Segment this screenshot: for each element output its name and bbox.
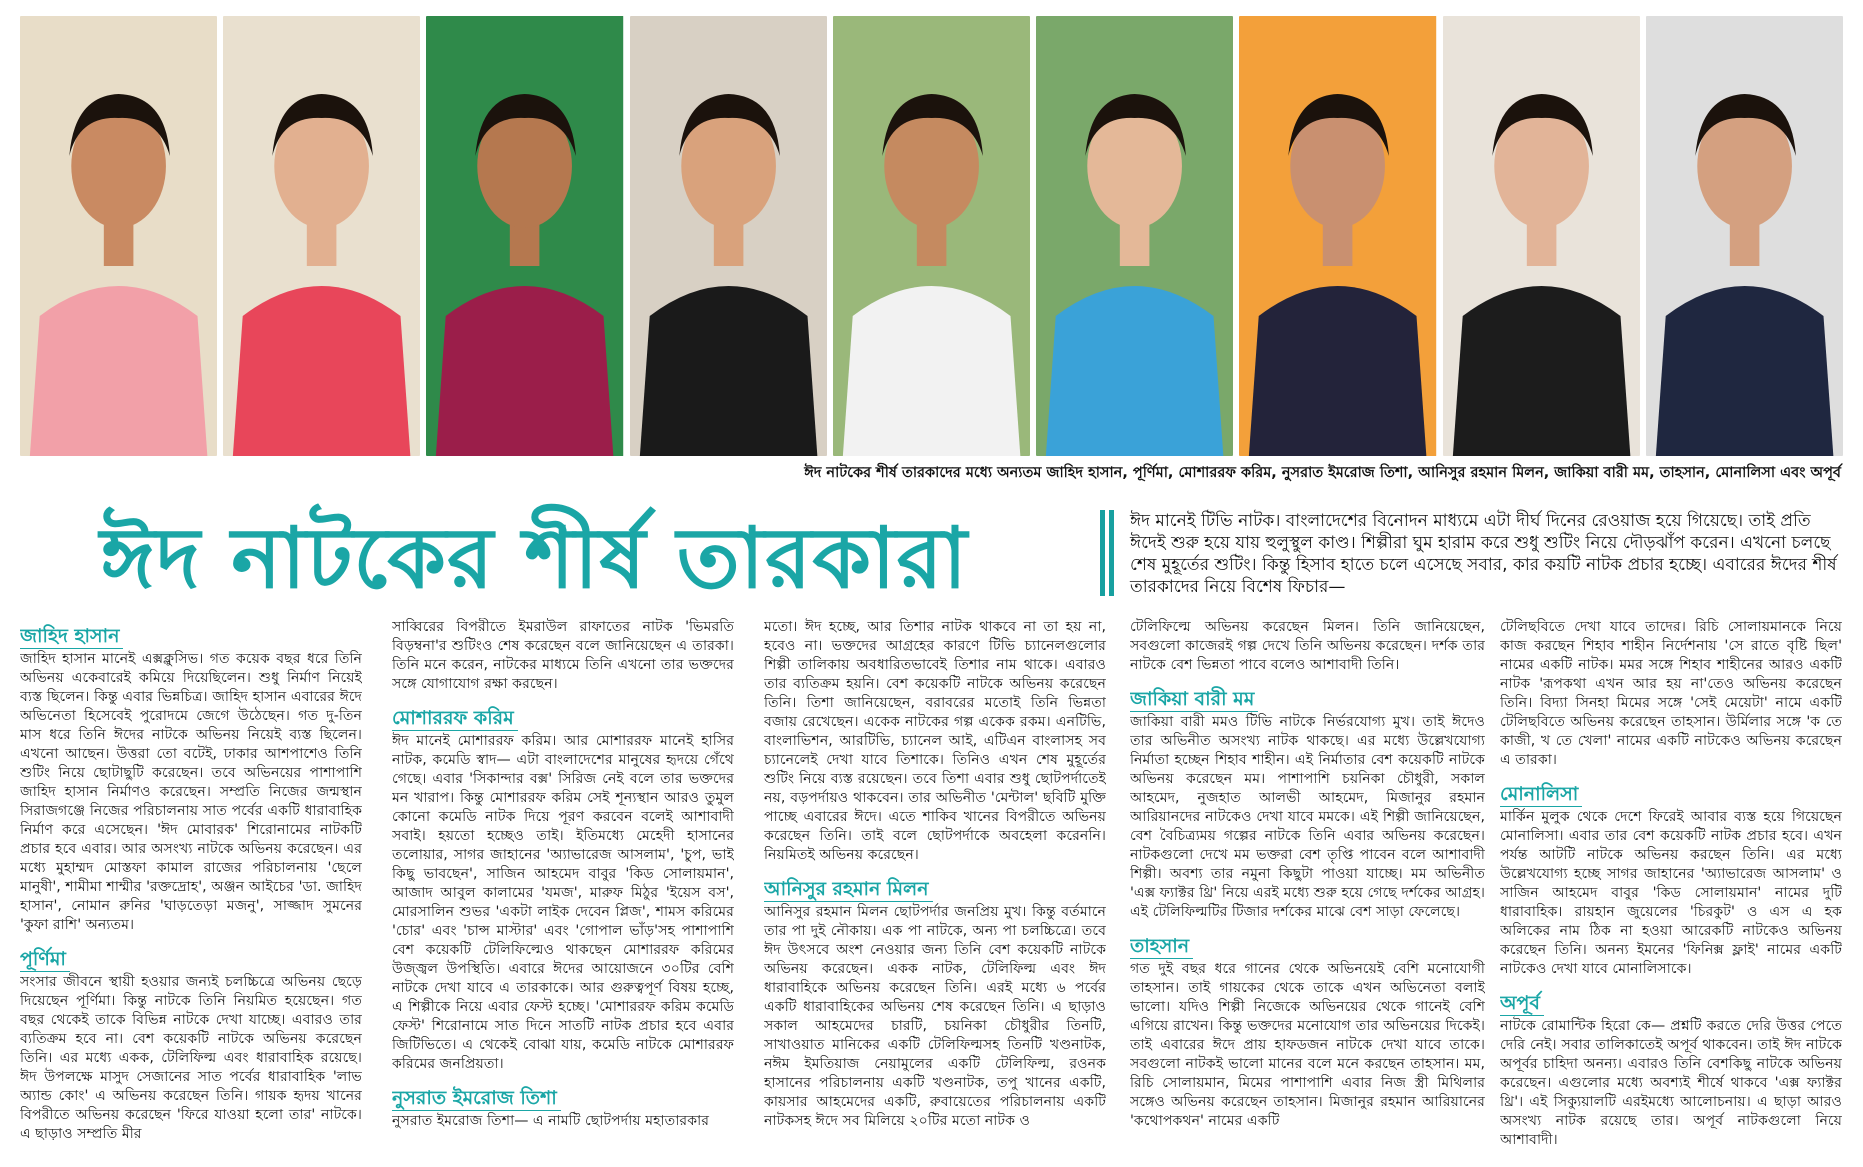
section-body: আনিসুর রহমান মিলন ছোটপর্দার জনপ্রিয় মুখ। কিন্তু বর্তমানে তার পা দুই নৌকায়। এক পা নাটকে, অন্য পা চলচ্চিত্রে। তবে ঈদ উৎসবে অংশ নেওয়ার জন্য তিনি বেশ কয়েকটি নাটকে অভিনয় করেছেন। একক নাটক, টেলিফিল্ম এবং ঈদ ধারাবাহিকে অভিনয় করেছেন তিনি। এরই মধ্যে ৬ পর্বের একটি ধারাবাহিকের অভিনয় শেষ করেছেন তিনি। এ ছাড়াও সকাল আহমেদের চারটি, চয়নিকা চৌধুরীর তিনটি, সাখাওয়াত মানিকের একটি টেলিফিল্মসহ তিনটি খণ্ডনাটক, নঈম ইমতিয়াজ নেয়ামুলের একটি টেলিফিল্ম, রওনক হাসানের পরিচালনায় একটি খণ্ডনাটক, তপু খানের একটি, কায়সার আহমেদের একটি, রুবায়েতের পরিচালনায় একটি নাটকসহ ঈদে সব মিলিয়ে ২০টির মতো নাটক ও	[764, 904, 1106, 1129]
intro-divider	[1100, 510, 1114, 596]
section-body: টেলিছবিতে দেখা যাবে তাদের। রিচি সোলায়মানকে নিয়ে কাজ করছেন শিহাব শাহীন নির্দেশনায় 'সে রাতে বৃষ্টি ছিল' নামের একটি নাটক। মমর সঙ্গে শিহাব শাহীনের আরও একটি নাটক 'রূপকথা এখন আর হয় না'তেও অভিনয় করেছেন তিনি। বিদ্যা সিনহা মিমের সঙ্গে 'সেই মেয়েটা' নামে একটি টেলিছবিতে অভিনয় করেছেন তাহসান। উর্মিলার সঙ্গে 'ক তে কাজী, খ তে খেলা' নামের একটি নাটকেও অভিনয় করেছেন এ তারকা।	[1500, 619, 1842, 768]
portrait-graphic	[833, 16, 1030, 456]
mosharraf-karim-photo	[426, 16, 623, 456]
section-title-tahsan: তাহসান	[1130, 934, 1193, 959]
headline: ঈদ নাটকের শীর্ষ তারকারা	[100, 509, 969, 607]
section-title-purnima: পূর্ণিমা	[20, 947, 70, 972]
apurba-photo	[1646, 16, 1843, 456]
section-body: সংসার জীবনে স্থায়ী হওয়ার জন্যই চলচ্চিত্রে অভিনয় ছেড়ে দিয়েছেন পূর্ণিমা। কিন্তু নাটকে তিনি নিয়মিত হয়েছেন। গত বছর থেকেই তাকে বিভিন্ন নাটকে দেখা যাচ্ছে। এবারও তার ব্যতিক্রম হবে না। বেশ কয়েকটি নাটকে অভিনয় করেছেন তিনি। এর মধ্যে একক, টেলিফিল্ম এবং ধারাবাহিক রয়েছে। ঈদ উপলক্ষে মাসুদ সেজানের সাত পর্বের ধারাবাহিক 'লাভ অ্যান্ড কোং' এ অভিনয় করেছেন তিনি। গায়ক হৃদয় খানের বিপরীতে অভিনয় করেছেন 'ফিরে যাওয়া হলো তার' নাটকে। এ ছাড়াও সম্প্রতি মীর	[20, 974, 362, 1142]
section-body: গত দুই বছর ধরে গানের থেকে অভিনয়েই বেশি মনোযোগী তাহসান। তাই গায়কের থেকে তাকে এখন অভিনেতা বলাই ভালো। যদিও শিল্পী নিজেকে অভিনয়ের থেকে গানেই বেশি এগিয়ে রাখেন। কিন্তু ভক্তদের মনোযোগ তার অভিনয়ের দিকেই। তাই এবারের ঈদে প্রায় হাফডজন নাটকে দেখা যাবে তাকে। সবগুলো নাটকই ভালো মানের বলে মনে করছেন তাহসান। মম, রিচি সোলায়মান, মিমের পাশাপাশি এবার নিজ স্ত্রী মিথিলার সঙ্গেও অভিনয় করেছেন তাহসান। মিজানুর রহমান আরিয়ানের 'কথোপকথন' নামের একটি	[1130, 961, 1485, 1129]
column-4	[1130, 618, 1485, 1163]
section-body: মতো। ঈদ হচ্ছে, আর তিশার নাটক থাকবে না তা হয় না, হবেও না। ভক্তদের আগ্রহের কারণে টিভি চ্যানেলগুলোর শিল্পী তালিকায় অবধারিতভাবেই তিশার নাম থাকে। এবারও তার ব্যতিক্রম হয়নি। বেশ কয়েকটি নাটকে অভিনয় করেছেন তিনি। তিশা জানিয়েছেন, বরাবরের মতোই তিনি ভিন্নতা বজায় রেখেছেন। একেক নাটকের গল্প একেক রকম। এনটিভি, বাংলাভিশন, আরটিভি, চ্যানেল আই, এটিএন বাংলাসহ সব চ্যানেলেই দেখা যাবে তিশাকে। তিনিও এখন শেষ মুহূর্তের শুটিং নিয়ে ব্যস্ত রয়েছেন। তবে তিশা এবার শুধু ছোটপর্দাতেই নয়, বড়পর্দায়ও থাকবেন। তার অভিনীত 'মেন্টাল' ছবিটি মুক্তি পাচ্ছে এবারের ঈদে। এতে শাকিব খানের বিপরীতে অভিনয় করেছেন তিনি। তাই বলে ছোটপর্দাকে অবহেলা করেননি। নিয়মিতই অভিনয় করেছেন।	[764, 619, 1106, 863]
portrait-graphic	[223, 16, 420, 456]
jahid-hasan-photo	[20, 16, 217, 456]
portrait-graphic	[1239, 16, 1436, 456]
anisur-rahman-milon-photo	[833, 16, 1030, 456]
portrait-graphic	[1036, 16, 1233, 456]
section-title-anisur-rahman-milon: আনিসুর রহমান মিলন	[764, 877, 933, 902]
jakia-bari-mom-photo	[1036, 16, 1233, 456]
section-title-nusrat-imroz-tisha: নুসরাত ইমরোজ তিশা	[392, 1086, 561, 1111]
section-body: সাব্বিরের বিপরীতে ইমরাউল রাফাতের নাটক 'ভিমরতি বিড়ম্বনা'র শুটিংও শেষ করেছেন বলে জানিয়েছেন এ তারকা। তিনি মনে করেন, নাটকের মাধ্যমে তিনি এখনো তার ভক্তদের সঙ্গে যোগাযোগ রক্ষা করছেন।	[392, 619, 734, 692]
section-title-mosharraf-karim: মোশাররফ করিম	[392, 706, 518, 731]
portrait-graphic	[1646, 16, 1843, 456]
purnima-photo	[223, 16, 420, 456]
photo-strip	[20, 16, 1843, 456]
section-title-jahid-hasan: জাহিদ হাসান	[20, 624, 123, 649]
portrait-graphic	[1443, 16, 1640, 456]
column-5	[1500, 618, 1842, 1163]
portrait-graphic	[426, 16, 623, 456]
section-body: টেলিফিল্মে অভিনয় করেছেন মিলন। তিনি জানিয়েছেন, সবগুলো কাজেরই গল্প দেখে তিনি অভিনয় করেছেন। দর্শক তার নাটকে বেশ ভিন্নতা পাবে বলেও আশাবাদী তিনি।	[1130, 619, 1485, 673]
portrait-graphic	[630, 16, 827, 456]
section-title-monalisa: মোনালিসা	[1500, 782, 1582, 807]
monalisa-photo	[1443, 16, 1640, 456]
column-3	[764, 618, 1106, 1163]
column-2	[392, 618, 734, 1163]
nusrat-imroz-tisha-photo	[630, 16, 827, 456]
section-body: জাকিয়া বারী মমও টিভি নাটকে নির্ভরযোগ্য মুখ। তাই ঈদেও তার অভিনীত অসংখ্য নাটক থাকছে। এর মধ্যে উল্লেখযোগ্য নির্মাতা হচ্ছেন শিহাব শাহীন। এই নির্মাতার বেশ কয়েকটি নাটকে অভিনয় করেছেন মম। পাশাপাশি চয়নিকা চৌধুরী, সকাল আহমেদ, নুজহাত আলভী আহমেদ, মিজানুর রহমান আরিয়ানদের নাটকেও দেখা যাবে মমকে। এই শিল্পী জানিয়েছেন, বেশ বৈচিত্র্যময় গল্পের নাটকে তিনি এবার অভিনয় করেছেন। নাটকগুলো দেখে মম ভক্তরা বেশ তৃপ্তি পাবেন বলে আশাবাদী শিল্পী। অবশ্য তার নমুনা কিছুটা পাওয়া যাচ্ছে। মম অভিনীত 'এক্স ফ্যাক্টর থ্রি' নিয়ে এরই মধ্যে শুরু হয়ে গেছে দর্শকের আগ্রহ। এই টেলিফিল্মটির টিজার দর্শকের মাঝে বেশ সাড়া ফেলেছে।	[1130, 714, 1485, 920]
column-1	[20, 618, 362, 1163]
section-title-apurba: অপূর্ব	[1500, 991, 1544, 1016]
section-body: ঈদ মানেই মোশাররফ করিম। আর মোশাররফ মানেই হাসির নাটক, কমেডি স্বাদ— এটা বাংলাদেশের মানুষের হৃদয়ে গেঁথে গেছে। এবার 'সিকান্দার বক্স' সিরিজ নেই বলে তার ভক্তদের মন খারাপ। কিন্তু মোশাররফ করিম সেই শূন্যস্থান আরও তুমুল কোনো কমেডি নাটক দিয়ে পূরণ করবেন বলেই আশাবাদী সবাই। হয়তো হচ্ছেও তাই। ইতিমধ্যে মেহেদী হাসানের তলোয়ার, সাগর জাহানের 'অ্যাভারেজ আসলাম', 'চুপ, ভাই কিছু ভাবছেন', সাজিন আহমেদ বাবুর 'কিড সোলায়মান', আজাদ আবুল কালামের 'যমজ', মারুফ মিঠুর 'ইয়েস বস', মোরসালিন শুভর 'একটা লাইক দেবেন প্লিজ', শামস করিমের 'চোর' এবং 'চান্স মাস্টার' এবং 'গোপাল ভাঁড়'সহ পাশাপাশি বেশ কয়েকটি টেলিফিল্মেও থাকছেন মোশাররফ করিমের উজ্জ্বল উপস্থিতি। এবারে ঈদের আয়োজনে ৩০টির বেশি নাটকে দেখা যাবে এ তারকাকে। আর গুরুত্বপূর্ণ বিষয় হচ্ছে, এ শিল্পীকে নিয়ে এবার ফেস্ট হচ্ছে। 'মোশাররফ করিম কমেডি ফেস্ট' শিরোনামে সাত দিনে সাতটি নাটক প্রচার হবে এবার জিটিভিতে। এ থেকেই বোঝা যায়, কমেডি নাটকে মোশাররফ করিমের জনপ্রিয়তা।	[392, 733, 734, 1072]
section-body: জাহিদ হাসান মানেই এক্সক্লুসিভ। গত কয়েক বছর ধরে তিনি অভিনয় একেবারেই কমিয়ে দিয়েছিলেন। শুধু নির্মাণ নিয়েই ব্যস্ত ছিলেন। কিন্তু এবার ভিন্নচিত্র। জাহিদ হাসান এবারের ঈদে অভিনেতা হিসেবেই পুরোদমে জেগে উঠেছেন। গত দু-তিন মাস ধরে তিনি ঈদের নাটকে অভিনয় নিয়েই ব্যস্ত ছিলেন। এখনো আছেন। উত্তরা তো বটেই, ঢাকার আশপাশেও তিনি শুটিং নিয়ে ছোটাছুটি করেছেন। তবে অভিনয়ের পাশাপাশি জাহিদ হাসান নির্মাণও করেছেন। সম্প্রতি নিজের জন্মস্থান সিরাজগঞ্জে নিজের পরিচালনায় সাত পর্বের একটি ধারাবাহিক নির্মাণ করে এসেছেন। 'ঈদ মোবারক' শিরোনামের নাটকটি প্রচার হবে এবার। আর অসংখ্য নাটকে অভিনয় করেছেন। এর মধ্যে মুহাম্মদ মোস্তফা কামাল রাজের পরিচালনায় 'ছেলে মানুষী', শামীমা শাম্মীর 'রক্তদ্রোহ', অঞ্জন আইচের 'ডা. জাহিদ হাসান', নোমান রুনির 'ঘাড়তেড়া মজনু', সাজ্জাদ সুমনের 'কুফা রাশি' অন্যতম।	[20, 651, 362, 933]
portrait-graphic	[20, 16, 217, 456]
section-body: নাটকে রোমান্টিক হিরো কে— প্রশ্নটি করতে দেরি উত্তর পেতে দেরি নেই। সবার তালিকাতেই অপূর্ব থাকবেন। তাই ঈদ নাটকে অপূর্বর চাহিদা অনন্য। এবারও তিনি বেশকিছু নাটকে অভিনয় করেছেন। এগুলোর মধ্যে অবশ্যই শীর্ষে থাকবে 'এক্স ফ্যাক্টর থ্রি'। এই সিক্যুয়ালটি এরইমধ্যে আলোচনায়। এ ছাড়া আরও অসংখ্য নাটক রয়েছে তার। অপূর্ব নাটকগুলো নিয়ে আশাবাদী।	[1500, 1018, 1842, 1148]
section-body: মার্কিন মুলুক থেকে দেশে ফিরেই আবার ব্যস্ত হয়ে গিয়েছেন মোনালিসা। এবার তার বেশ কয়েকটি নাটক প্রচার হবে। এখন পর্যন্ত আটটি নাটকে অভিনয় করছেন তিনি। এর মধ্যে উল্লেখযোগ্য হচ্ছে সাগর জাহানের 'অ্যাভারেজ আসলাম' ও সাজিন আহমেদ বাবুর 'কিড সোলায়মান' নামের দুটি ধারাবাহিক। রায়হান জুয়েলের 'চিরকুট' ও এস এ হক অলিকের নাম ঠিক না হওয়া আরেকটি নাটকেও অভিনয় করেছেন তিনি। অনন্য ইমনের 'ফিনিক্স ফ্লাই' নামের একটি নাটকেও দেখা যাবে মোনালিসাকে।	[1500, 809, 1842, 977]
tahsan-photo	[1239, 16, 1436, 456]
photo-caption: ঈদ নাটকের শীর্ষ তারকাদের মধ্যে অন্যতম জাহিদ হাসান, পূর্ণিমা, মোশাররফ করিম, নুসরাত ইমরোজ তিশা, আনিসুর রহমান মিলন, জাকিয়া বারী মম, তাহসান, মোনালিসা এবং অপূর্ব	[804, 465, 1841, 481]
intro-text: ঈদ মানেই টিভি নাটক। বাংলাদেশের বিনোদন মাধ্যমে এটা দীর্ঘ দিনের রেওয়াজ হয়ে গিয়েছে। তাই প্রতি ঈদেই শুরু হয়ে যায় হুলুস্থুল কাণ্ড। শিল্পীরা ঘুম হারাম করে শুধু শুটিং নিয়ে দৌড়ঝাঁপ করেন। এখনো চলছে শেষ মুহূর্তের শুটিং। কিন্তু হিসাব হাতে চলে এসেছে সবার, কার কয়টি নাটক প্রচার হচ্ছে। এবারের ঈদের শীর্ষ তারকাদের নিয়ে বিশেষ ফিচার—	[1130, 511, 1837, 597]
section-title-jakia-bari-mom: জাকিয়া বারী মম	[1130, 687, 1258, 712]
section-body: নুসরাত ইমরোজ তিশা— এ নামটি ছোটপর্দায় মহাতারকার	[392, 1113, 710, 1129]
